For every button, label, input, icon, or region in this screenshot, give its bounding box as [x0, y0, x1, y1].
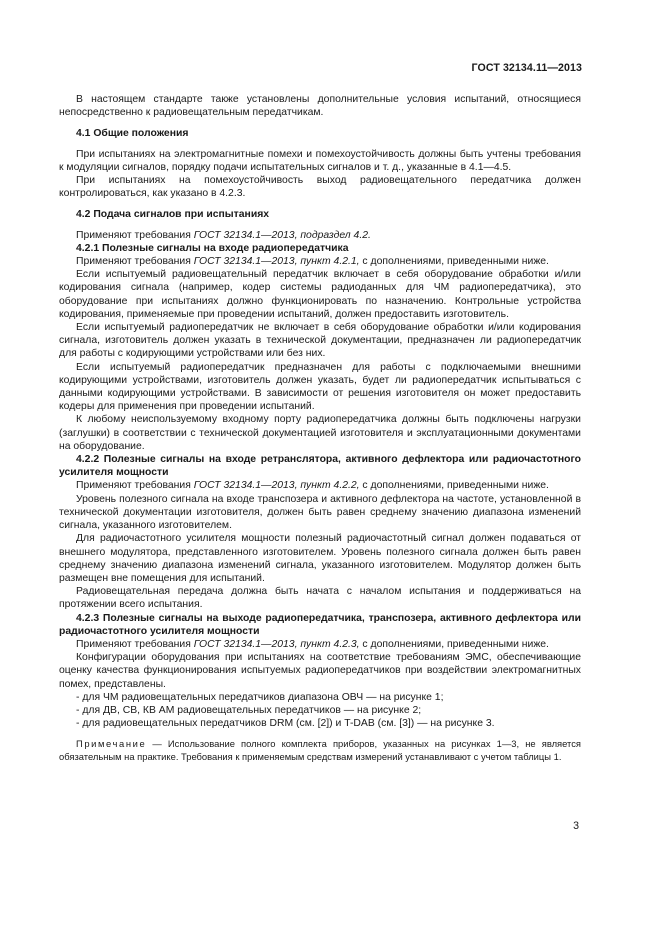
- page-number: 3: [573, 820, 579, 832]
- section-4-2-2-paragraph-1: Применяют требования ГОСТ 32134.1—2013, пункт 4.2.2, с дополнениями, приведенными ниже.: [76, 480, 549, 492]
- standard-header: ГОСТ 32134.11—2013: [471, 62, 582, 74]
- section-4-1-paragraph-1: При испытаниях на электромагнитные помехи и помехоустойчивость должны быть учтены требования к модуляции сигналов, порядку подачи испытательных сигналов и т. д., указанные в 4.1—4.5.: [59, 148, 581, 173]
- section-4-2-1-heading: 4.2.1 Полезные сигналы на входе радиопередатчика: [76, 242, 349, 254]
- section-4-2-3-paragraph-2: Конфигурации оборудования при испытаниях на соответствие требованиям ЭМС, обеспечивающие оценку качества функционирования испытуемых радиопередатчиков при воздействии электромагнитных помех, представлены.: [59, 652, 581, 690]
- standard-reference: ГОСТ 32134.1—2013, пункт 4.2.2,: [193, 480, 360, 492]
- section-4-1-heading: 4.1 Общие положения: [76, 128, 189, 140]
- list-item: - для ЧМ радиовещательных передатчиков диапазона ОВЧ — на рисунке 1;: [76, 691, 444, 703]
- note-text: — Использование полного комплекта приборов, указанных на рисунках 1—3, не является обязательным на практике. Требования к применяемым средствам измерений устанавливают с учетом таблицы 1.: [59, 738, 581, 762]
- section-4-2-1-paragraph-2: Если испытуемый радиовещательный передатчик включает в себя оборудование обработки и/или кодирования сигнала (например, кодер системы радиоданных для ЧМ радиопередатчика), это оборудование при испытаниях должно функционировать по назначению. Контрольные устройства кодирования, применяемые при проведении испытаний, должен предоставить изготовитель.: [59, 269, 581, 320]
- intro-paragraph: В настоящем стандарте также установлены дополнительные условия испытаний, относящиеся непосредственно к радиовещательным передатчикам.: [59, 94, 581, 119]
- section-4-1-paragraph-2: При испытаниях на помехоустойчивость выход радиовещательного передатчика должен контролироваться, как указано в 4.2.3.: [59, 175, 581, 200]
- standard-reference: ГОСТ 32134.1—2013, подраздел 4.2.: [193, 229, 371, 241]
- section-4-2-1-paragraph-4: Если испытуемый радиопередатчик предназначен для работы с подключаемыми внешними кодирующими устройствами, изготовитель должен указать, будет ли радиопередатчик испытываться с данными кодирующими устройствами. В зависимости от решения изготовителя он может предоставить кодеры для применения при проведении испытаний.: [59, 361, 581, 413]
- section-4-2-3-heading: 4.2.3 Полезные сигналы на выходе радиопередатчика, транспозера, активного дефлектора или радиочастотного усилителя мощности: [59, 612, 581, 637]
- section-4-2-3-paragraph-1: Применяют требования ГОСТ 32134.1—2013, пункт 4.2.3, с дополнениями, приведенными ниже.: [76, 638, 549, 650]
- section-4-2-2-paragraph-2: Уровень полезного сигнала на входе транспозера и активного дефлектора на частоте, установленной в технической документации изготовителя, должен быть равен среднему значению диапазона изменений сигнала, указанного изготовителем.: [59, 493, 581, 532]
- section-4-2-heading: 4.2 Подача сигналов при испытаниях: [76, 209, 270, 221]
- section-4-2-2-paragraph-3: Для радиочастотного усилителя мощности полезный радиочастотный сигнал должен подаваться от внешнего модулятора, представленного изготовителем. Уровень полезного сигнала должен быть равен среднему значению диапазона изменений сигнала, указанного изготовителем. Модулятор должен быть размещен вне помещения для испытаний.: [59, 533, 581, 584]
- document-body: [59, 93, 581, 763]
- list-item: - для ДВ, СВ, КВ АМ радиовещательных передатчиков — на рисунке 2;: [76, 704, 422, 716]
- section-4-2-1-paragraph-1: Применяют требования ГОСТ 32134.1—2013, пункт 4.2.1, с дополнениями, приведенными ниже.: [76, 256, 549, 268]
- standard-reference: ГОСТ 32134.1—2013, пункт 4.2.1,: [193, 256, 360, 268]
- standard-reference: ГОСТ 32134.1—2013, пункт 4.2.3,: [193, 638, 360, 650]
- note-paragraph: [59, 738, 581, 763]
- list-item: - для радиовещательных передатчиков DRM (см. [2]) и T-DAB (см. [3]) — на рисунке 3.: [76, 718, 495, 730]
- section-4-2-1-paragraph-3: Если испытуемый радиопередатчик не включает в себя оборудование обработки и/или кодирования сигнала, изготовитель должен указать в технической документации, предназначен ли радиопередатчик для работы с кодирующими устройствами или без них.: [59, 322, 581, 360]
- section-4-2-1-paragraph-5: К любому неиспользуемому входному порту радиопередатчика должны быть подключены нагрузки (заглушки) в соответствии с технической документацией изготовителя и эксплуатационными документами на оборудование.: [59, 414, 581, 452]
- section-4-2-2-paragraph-4: Радиовещательная передача должна быть начата с началом испытания и поддерживаться на протяжении всего испытания.: [59, 586, 581, 611]
- section-4-2-2-heading: 4.2.2 Полезные сигналы на входе ретранслятора, активного дефлектора или радиочастотного усилителя мощности: [59, 454, 581, 479]
- note-label: Примечание: [76, 738, 147, 750]
- section-4-2-paragraph-1: Применяют требования ГОСТ 32134.1—2013, подраздел 4.2.: [76, 229, 371, 241]
